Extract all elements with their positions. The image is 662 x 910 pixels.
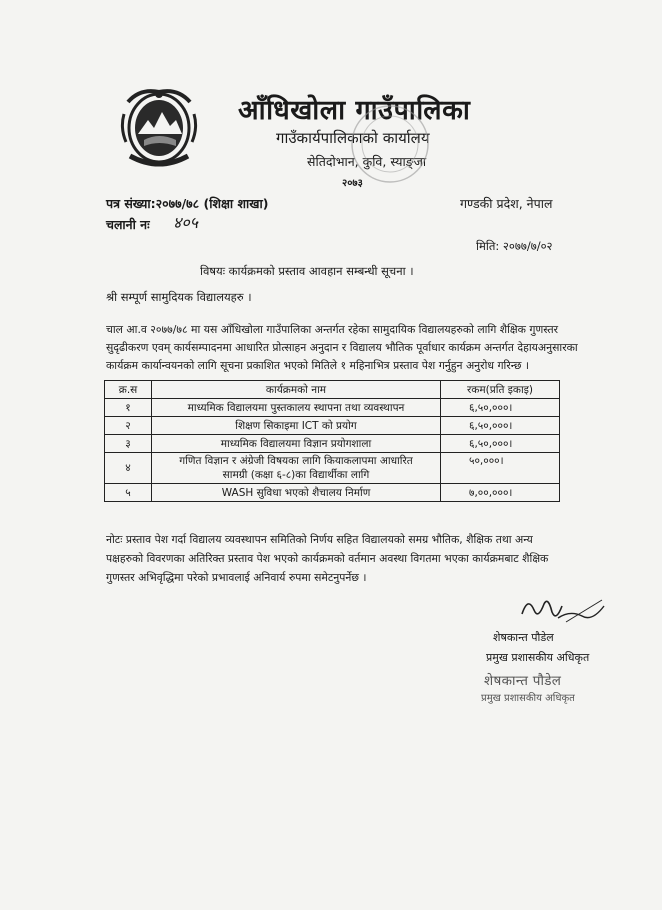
signatory-name: शेषकान्त पौडेल <box>493 631 554 644</box>
office-name: आँधिखोला गाउँपालिका <box>238 95 471 126</box>
table-row <box>105 435 560 453</box>
handwritten-signature <box>518 592 608 628</box>
row-program-name: माध्यमिक विद्यालयमा विज्ञान प्रयोगशाला <box>152 435 441 453</box>
note-line: पक्षहरुको विवरणका अतिरिक्त प्रस्ताव पेश भएको कार्यक्रमको वर्तमान अवस्था विगतमा भएका कार्यक्रमबाट शैक्षिक <box>106 552 549 565</box>
row-program-name <box>152 453 441 484</box>
office-address: सेतिदोभान, कुवि, स्याङ्जा <box>307 154 427 169</box>
signatory-title: प्रमुख प्रशासकीय अधिकृत <box>486 651 590 664</box>
table-row <box>105 399 560 417</box>
table-row <box>105 453 560 484</box>
note-line: गुणस्तर अभिवृद्धिमा परेको प्रभावलाई अनिवार्य रुपमा समेटनुपर्नेछ । <box>106 571 367 584</box>
nepal-emblem-icon <box>120 84 198 170</box>
stamp-name: शेषकान्त पौडेल <box>484 673 562 689</box>
row-amount: ६,५०,०००। <box>441 399 560 417</box>
office-subtitle: गाउँकार्यपालिकाको कार्यालय <box>276 129 430 147</box>
program-table <box>104 380 560 502</box>
body-line: कार्यक्रम कार्यान्वयनको लागि सूचना प्रकाशित भएको मितिले १ महिनाभित्र प्रस्ताव पेश गर्नुहुन अनुरोध गरिन्छ । <box>106 359 529 372</box>
dispatch-label: चलानी नः <box>106 217 150 232</box>
letter-date: मिति: २०७७/७/०२ <box>476 239 553 253</box>
table-row <box>105 484 560 502</box>
header-program-name: कार्यक्रमको नाम <box>152 381 441 399</box>
table-row <box>105 417 560 435</box>
office-seal-icon <box>348 102 432 186</box>
office-year: २०७३ <box>342 178 363 189</box>
row-serial: ५ <box>105 484 152 502</box>
header-serial: क्र.स <box>105 381 152 399</box>
note-line: नोटः प्रस्ताव पेश गर्दा विद्यालय व्यवस्थापन समितिको निर्णय सहित विद्यालयको समग्र भौतिक, शैक्षिक तथा अन्य <box>106 533 533 546</box>
row-program-name: शिक्षण सिकाइमा ICT को प्रयोग <box>152 417 441 435</box>
body-line: चाल आ.व २०७७/७८ मा यस आँधिखोला गाउँपालिका अन्तर्गत रहेका सामुदायिक विद्यालयहरुको लागि शैक्षिक गुणस्तर <box>106 323 559 336</box>
province-label: गण्डकी प्रदेश, नेपाल <box>460 196 553 211</box>
row-serial: १ <box>105 399 152 417</box>
dispatch-number: ४०५ <box>173 213 198 232</box>
letter-addressee: श्री सम्पूर्ण सामुदियक विद्यालयहरु । <box>106 290 252 304</box>
row-serial: ३ <box>105 435 152 453</box>
row-amount: ६,५०,०००। <box>441 435 560 453</box>
row-amount: ५०,०००। <box>441 453 560 484</box>
row-amount: ७,००,०००। <box>441 484 560 502</box>
header-amount: रकम(प्रति इकाइ) <box>441 381 560 399</box>
row-program-name-line1: गणित विज्ञान र अंग्रेजी विषयका लागि कियाकलापमा आधारित <box>179 455 413 467</box>
body-line: सुदृढीकरण एवम् कार्यसम्पादनमा आधारित प्रोत्साहन अनुदान र विद्यालय भौतिक पूर्वाधार कार्यक्रम अन्तर्गत देहायअनुसारका <box>106 341 578 354</box>
row-program-name: माध्यमिक विद्यालयमा पुस्तकालय स्थापना तथा व्यवस्थापन <box>152 399 441 417</box>
table-header-row <box>105 381 560 399</box>
reference-number: पत्र संख्या:२०७७/७८ (शिक्षा शाखा) <box>106 196 269 211</box>
row-program-name-line2: सामग्री (कक्षा ६-८)का विद्यार्थीका लागि <box>222 469 370 481</box>
stamp-title: प्रमुख प्रशासकीय अधिकृत <box>481 693 575 704</box>
row-serial: २ <box>105 417 152 435</box>
row-amount: ६,५०,०००। <box>441 417 560 435</box>
letter-subject: विषयः कार्यक्रमको प्रस्ताव आवहान सम्बन्धी सूचना । <box>200 264 414 278</box>
row-program-name: WASH सुविधा भएको शैचालय निर्माण <box>152 484 441 502</box>
row-serial: ४ <box>105 453 152 484</box>
